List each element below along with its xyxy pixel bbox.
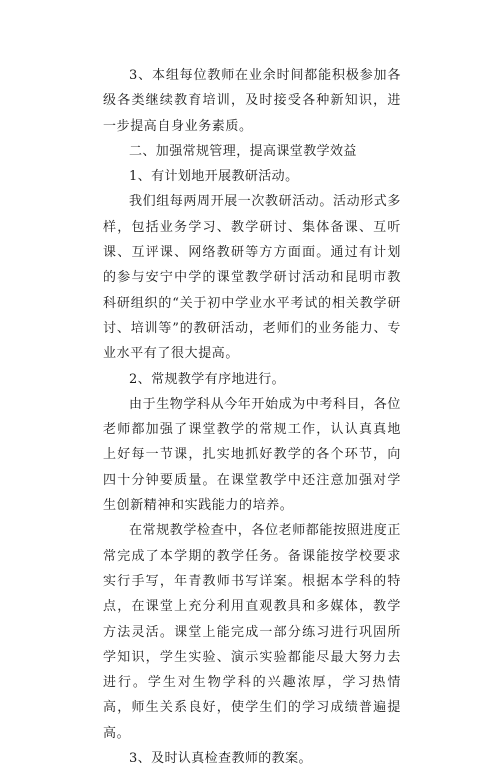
document-body bbox=[103, 63, 401, 771]
paragraph-research-activities: 我们组每两周开展一次教研活动。活动形式多样，包括业务学习、教学研讨、集体备课、互听课、互评课、网络教研等方方面面。通过有计划的参与安宁中学的课堂教学研讨活动和昆明市教科研组织的“关于初中学业水平考试的相关教学研讨、培训等”的教研活动，老师们的业务能力、专业水平有了很大提高。 bbox=[103, 194, 402, 362]
subheading-routine-teaching: 2、常规教学有序地进行。 bbox=[129, 371, 286, 387]
subheading-research-activities: 1、有计划地开展教研活动。 bbox=[129, 169, 299, 185]
section-heading-routine-management: 二、加强常规管理，提高课堂教学效益 bbox=[129, 143, 357, 159]
paragraph-continuing-education: 3、本组每位教师在业余时间都能积极参加各级各类继续教育培训，及时接受各种新知识，进一步提高自身业务素质。 bbox=[103, 68, 401, 134]
paragraph-biology-exam-subject: 由于生物学科从今年开始成为中考科目，各位老师都加强了课堂教学的常规工作，认认真真地上好每一节课，扎实地抓好教学的各个环节，向四十分钟要质量。在课堂教学中还注意加强对学生创新精神和实践能力的培养。 bbox=[103, 396, 402, 514]
paragraph-teaching-inspection: 在常规教学检查中，各位老师都能按照进度正常完成了本学期的教学任务。备课能按学校要求实行手写，年青教师书写详案。根据本学科的特点，在课堂上充分利用直观教具和多媒体，教学方法灵活。课堂上能完成一部分练习进行巩固所学知识，学生实验、演示实验都能尽最大努力去进行。学生对生物学科的兴趣浓厚，学习热情高，师生关系良好，使学生们的学习成绩普遍提高。 bbox=[103, 523, 402, 741]
subheading-lesson-plan-check: 3、及时认真检查教师的教案。 bbox=[129, 751, 312, 767]
